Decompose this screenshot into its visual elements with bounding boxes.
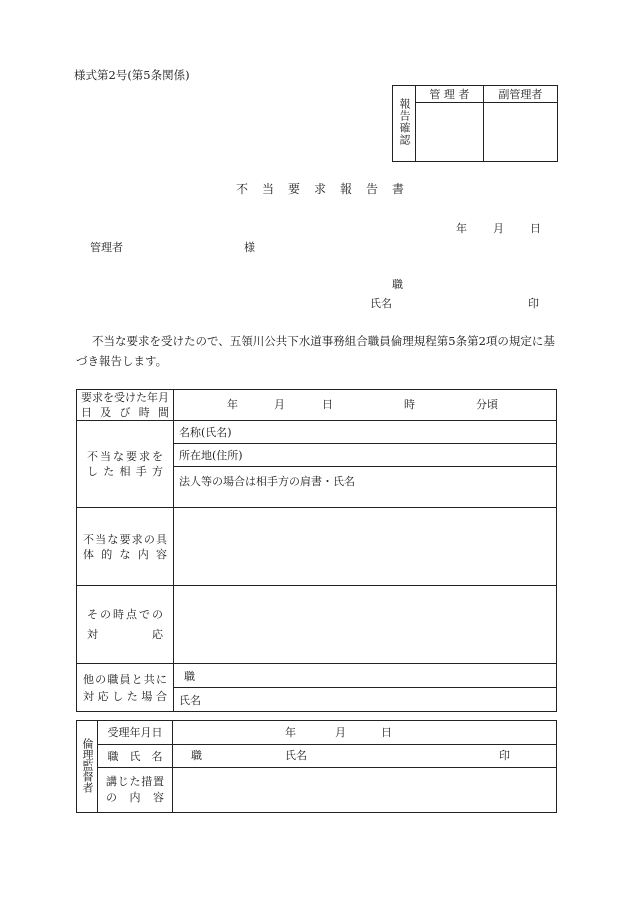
received-datetime-field[interactable] (174, 390, 557, 421)
date-month: 月 (493, 222, 504, 235)
ethics-year: 年 (285, 725, 296, 739)
coworker-title-field[interactable]: 職 (174, 664, 557, 688)
content-field[interactable] (174, 508, 557, 586)
date-year: 年 (456, 222, 467, 235)
party-corp-field[interactable]: 法人等の場合は相手方の肩書・氏名 (174, 467, 557, 508)
party-name-field[interactable]: 名称(氏名) (174, 421, 557, 444)
ethics-measures-label: 講じた措置の内容 (98, 768, 173, 813)
ethics-official-title: 職 (191, 749, 202, 762)
approval-label: 報告確認 (398, 98, 411, 146)
recv-hour: 時 (404, 398, 415, 411)
approval-deputy-header: 副管理者 (483, 86, 557, 103)
party-address-field[interactable]: 所在地(住所) (174, 444, 557, 467)
date-day: 日 (530, 222, 541, 235)
report-date[interactable] (456, 223, 541, 234)
approval-label-cell (393, 86, 416, 162)
ethics-measures-field[interactable] (173, 768, 557, 813)
manager-stamp-field[interactable] (416, 103, 484, 162)
reporter-name-label: 氏名 (370, 297, 392, 310)
coworker-name-field[interactable]: 氏名 (174, 688, 557, 712)
ethics-supervisor-table (76, 720, 557, 813)
ethics-received-label: 受理年月日 (98, 721, 173, 745)
ethics-official-label: 職 氏 名 (98, 745, 173, 768)
response-field[interactable] (174, 586, 557, 664)
response-label: その時点での対応 (77, 586, 174, 664)
approval-manager-header: 管 理 者 (416, 86, 484, 103)
ethics-day: 日 (381, 725, 392, 739)
content-label: 不当な要求の具体的な内容 (77, 508, 174, 586)
ethics-official-name: 氏名 (285, 749, 307, 762)
reporter-seal-mark: 印 (528, 297, 539, 310)
ethics-month: 月 (335, 725, 346, 739)
recv-day: 日 (322, 398, 333, 411)
approval-box (392, 85, 558, 162)
party-label: 不当な要求をした相手方 (77, 421, 174, 508)
document-title: 不当要求報告書 (236, 182, 419, 196)
recv-minute: 分頃 (476, 398, 498, 411)
ethics-group-label: 倫理監督者 (77, 721, 98, 813)
body-text: 不当な要求を受けたので、五領川公共下水道事務組合職員倫理規程第5条第2項の規定に基づき報告します。 (76, 334, 555, 368)
ethics-received-field[interactable] (173, 721, 557, 745)
recv-month: 月 (274, 398, 285, 411)
coworker-label: 他の職員と共に対応した場合 (77, 664, 174, 712)
deputy-stamp-field[interactable] (483, 103, 557, 162)
report-table (76, 389, 557, 712)
received-datetime-label: 要求を受けた年月日及び時間 (77, 390, 174, 421)
form-number: 様式第2号(第5条関係) (74, 68, 190, 82)
ethics-seal-mark: 印 (499, 749, 510, 762)
reporter-title-label: 職 (392, 278, 403, 291)
addressee-honorific: 様 (244, 241, 255, 254)
ethics-official-field[interactable] (173, 745, 557, 768)
addressee-label: 管理者 (90, 241, 123, 254)
recv-year: 年 (227, 398, 238, 411)
